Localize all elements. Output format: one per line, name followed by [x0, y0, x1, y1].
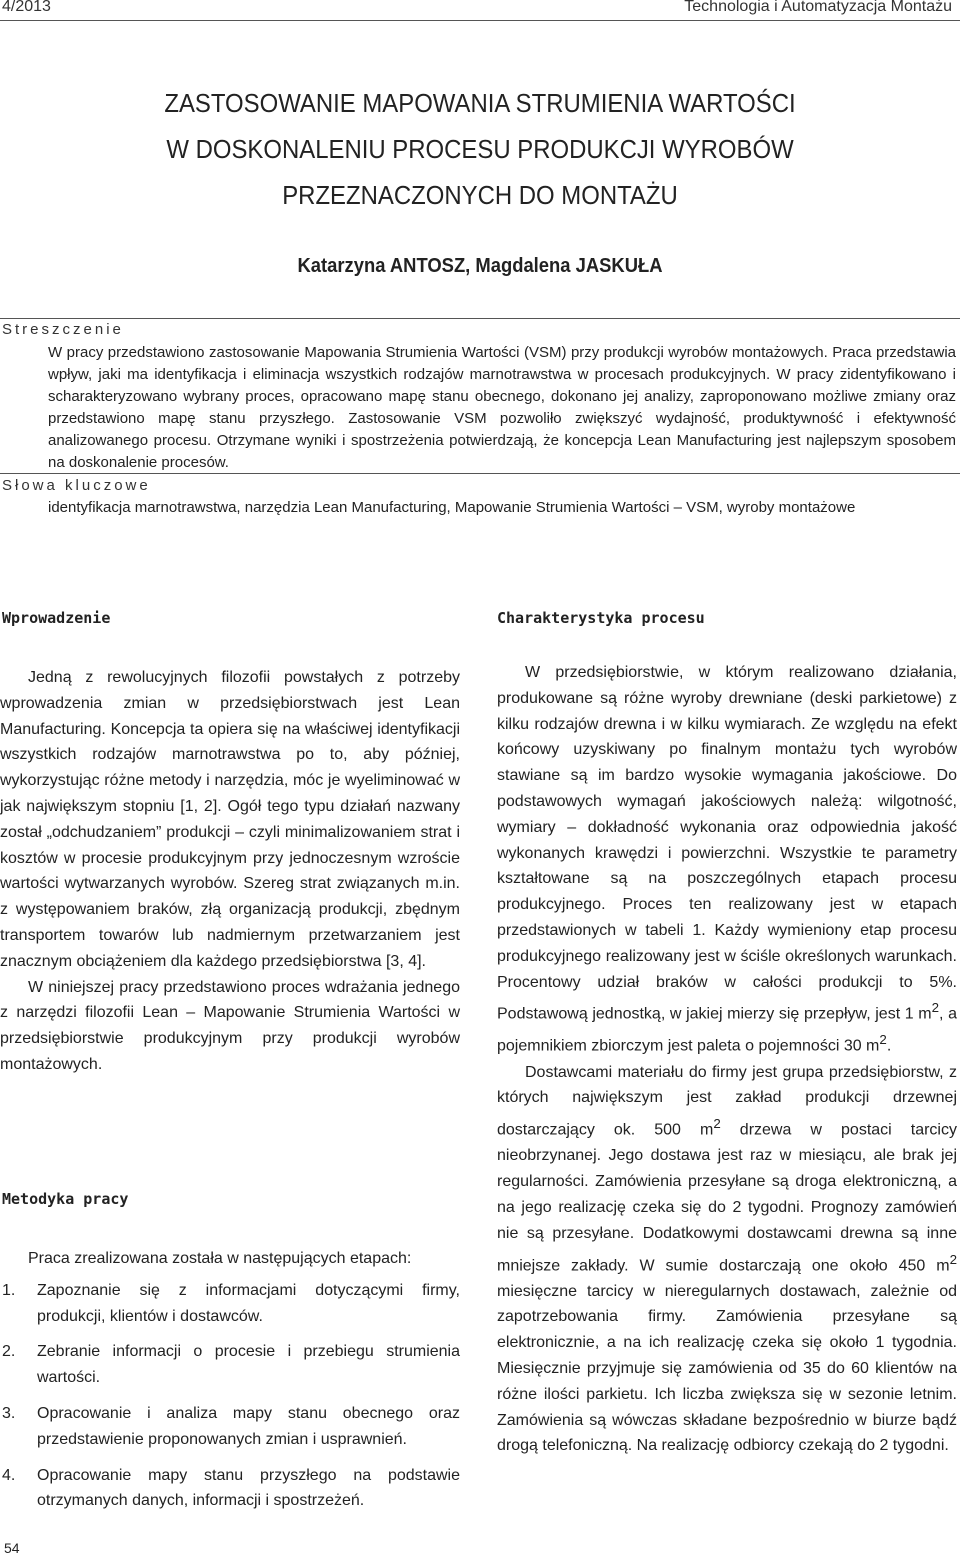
title-line: PRZEZNACZONYCH DO MONTAŻU — [282, 180, 678, 210]
method-body — [0, 1246, 460, 1524]
list-item — [0, 1401, 460, 1453]
step-number: 3. — [2, 1404, 16, 1422]
abstract-text: W pracy przedstawiono zastosowanie Mapowania Strumienia Wartości (VSM) przy produkcji wyrobów montażowych. Praca przedstawia wpływ, jaki ma identyfikacja i eliminacja wszystkich rodzajów marnotrawstwa w procesach produkcyjnych. W pracy zidentyfikowano i scharakteryzowano wybrany proces, opracowano mapę stanu obecnego, dokonano jej analizy, zaproponowano możliwe zmiany oraz przedstawiono mapę stanu przyszłego. Zastosowanie VSM pozwoliło zwiększyć wydajność, produktywność i efektywność analizowanego procesu. Otrzymane wyniki i spostrzeżenia potwierdzają, że koncepcja Lean Manufacturing jest najlepszym sposobem na doskonalenie procesów. — [48, 344, 956, 471]
text-run: Dostawcami materiału do firmy jest grupa przedsiębiorstw, z których największym jest zakład produkcji drzewnej dostarczający ok. 500 m — [497, 1063, 957, 1139]
method-intro: Praca zrealizowana została w następujących etapach: — [28, 1250, 412, 1267]
list-item — [0, 1463, 460, 1515]
step-text: Opracowanie mapy stanu przyszłego na podstawie otrzymanych danych, informacji i spostrzeżeń. — [37, 1466, 460, 1510]
intro-paragraph: Jedną z rewolucyjnych filozofii powstałych z potrzeby wprowadzenia zmian w przedsiębiorstwach jest Lean Manufacturing. Koncepcja ta opiera się na właściwej identyfikacji wszystkich rodzajów marnotrawstwa po to, aby później, wykorzystując różne metody i narzędzia, móc je wyeliminować w jak największym stopniu [1, 2]. Ogół tego typu działań nazwany został „odchudzaniem” produkcji – czyli minimalizowaniem strat i kosztów w procesie produkcyjnym przy jednoczesnym wzroście wartości wytwarzanych wyrobów. Szereg strat związanych m.in. z występowaniem braków, złą organizacją produkcji, zbędnym transportem towarów lub nadmiernym przetwarzaniem jest znacznym obciążeniem dla każdego przedsiębiorstwa [3, 4]. — [0, 669, 460, 970]
running-header — [0, 0, 960, 21]
list-item — [0, 1278, 460, 1330]
abstract-label: Streszczenie — [2, 321, 124, 338]
journal-title: Technologia i Automatyzacja Montażu — [684, 0, 952, 15]
method-heading: Metodyka pracy — [2, 1190, 129, 1208]
page-number: 54 — [4, 1540, 20, 1556]
superscript: 2 — [949, 1251, 957, 1267]
step-text: Zebranie informacji o procesie i przebiegu strumienia wartości. — [37, 1343, 460, 1387]
step-text: Zapoznanie się z informacjami dotyczącymi firmy, produkcji, klientów i dostawców. — [37, 1281, 460, 1325]
text-run: miesięczne tarcicy w nieregularnych dostawach, zależnie od zapotrzebowania firmy. Zamówienia przesyłane są elektronicznie, a na ich realizację czeka się około 1 tygodnia. Miesięcznie przyjmuje się zamówienia od 35 do 60 klientów na różne ilości parkietu. Ich liczba zwiększa się w sezonie letnim. Zamówienia są wówczas składane bezpośrednio w biurze bądź drogą telefoniczną. Na realizację odbiorcy czekają do 2 tygodni. — [497, 1282, 957, 1455]
process-paragraph — [497, 660, 957, 1060]
title-line: ZASTOSOWANIE MAPOWANIA STRUMIENIA WARTOŚCI — [164, 88, 796, 118]
intro-paragraph: W niniejszej pracy przedstawiono proces wdrażania jednego z narzędzi filozofii Lean – Mapowanie Strumienia Wartości w przedsiębiorstwie produkcyjnym przy produkcji wyrobów montażowych. — [0, 978, 460, 1073]
text-run: . — [886, 1037, 892, 1055]
superscript: 2 — [931, 1000, 940, 1016]
step-number: 2. — [2, 1343, 16, 1361]
superscript: 2 — [879, 1032, 887, 1048]
keywords-label: Słowa kluczowe — [2, 477, 151, 494]
step-text: Opracowanie i analiza mapy stanu obecnego oraz przedstawienie proponowanych zmian i usprawnień. — [37, 1404, 460, 1448]
keywords-text: identyfikacja marnotrawstwa, narzędzia Lean Manufacturing, Mapowanie Strumienia Wartości – VSM, wyroby montażowe — [48, 499, 856, 516]
title-line: W DOSKONALENIU PROCESU PRODUKCJI WYROBÓW — [166, 134, 794, 164]
text-run: drzewa w postaci tarcicy nieobrzynanej. Jego dostawa jest raz w miesiącu, ale brak jej regularności. Zamówienia przesyłane są droga elektroniczną, a na jego realizację czeka się do 2 tygodni. Prognozy zamówień nie są przesyłane. Dodatkowymi dostawcami drewna są inne mniejsze zakłady. W sumie dostarczają one około 450 m — [497, 1121, 957, 1274]
step-number: 1. — [2, 1281, 16, 1299]
process-body — [497, 660, 957, 1459]
process-paragraph — [497, 1060, 957, 1460]
text-run: W przedsiębiorstwie, w którym realizowano działania, produkowane są różne wyroby drewniane (deski parkietowe) z kilku rodzajów drewna i w kilku wymiarach. Ze względu na efekt końcowy uzyskiwany po finalnym montażu tych wyrobów stawiane są im bardzo wysokie wymagania jakościowe. Do podstawowych wymagań jakościowych należą: wilgotność, wymiary – dokładność wykonania oraz odpowiednia jakość wykonanych krawędzi i powierzchni. Wszystkie te parametry kształtowane są na poszczególnych etapach procesu produkcyjnego. Proces ten realizowany jest w etapach przedstawionych w tabeli 1. Każdy wymieniony etap procesu produkcyjnego realizowany jest w ściśle określonych warunkach. Procentowy udział braków w całości produkcji to 5%. Podstawową jednostką, w jakiej mierzy się przepływ, jest 1 m — [497, 664, 957, 1023]
intro-heading: Wprowadzenie — [2, 609, 111, 627]
list-item — [0, 1339, 460, 1391]
article-title — [38, 80, 921, 218]
superscript: 2 — [713, 1116, 721, 1132]
intro-body — [0, 665, 460, 1078]
abstract-divider — [0, 318, 960, 319]
issue-number: 4/2013 — [2, 0, 51, 15]
text-run: , a pojemnikiem zbiorczym jest paleta o pojemności 30 m — [497, 1005, 957, 1055]
keywords-divider — [0, 473, 960, 474]
authors: Katarzyna ANTOSZ, Magdalena JASKUŁA — [297, 255, 663, 277]
process-heading: Charakterystyka procesu — [497, 609, 705, 627]
method-steps — [0, 1278, 460, 1514]
step-number: 4. — [2, 1466, 16, 1484]
